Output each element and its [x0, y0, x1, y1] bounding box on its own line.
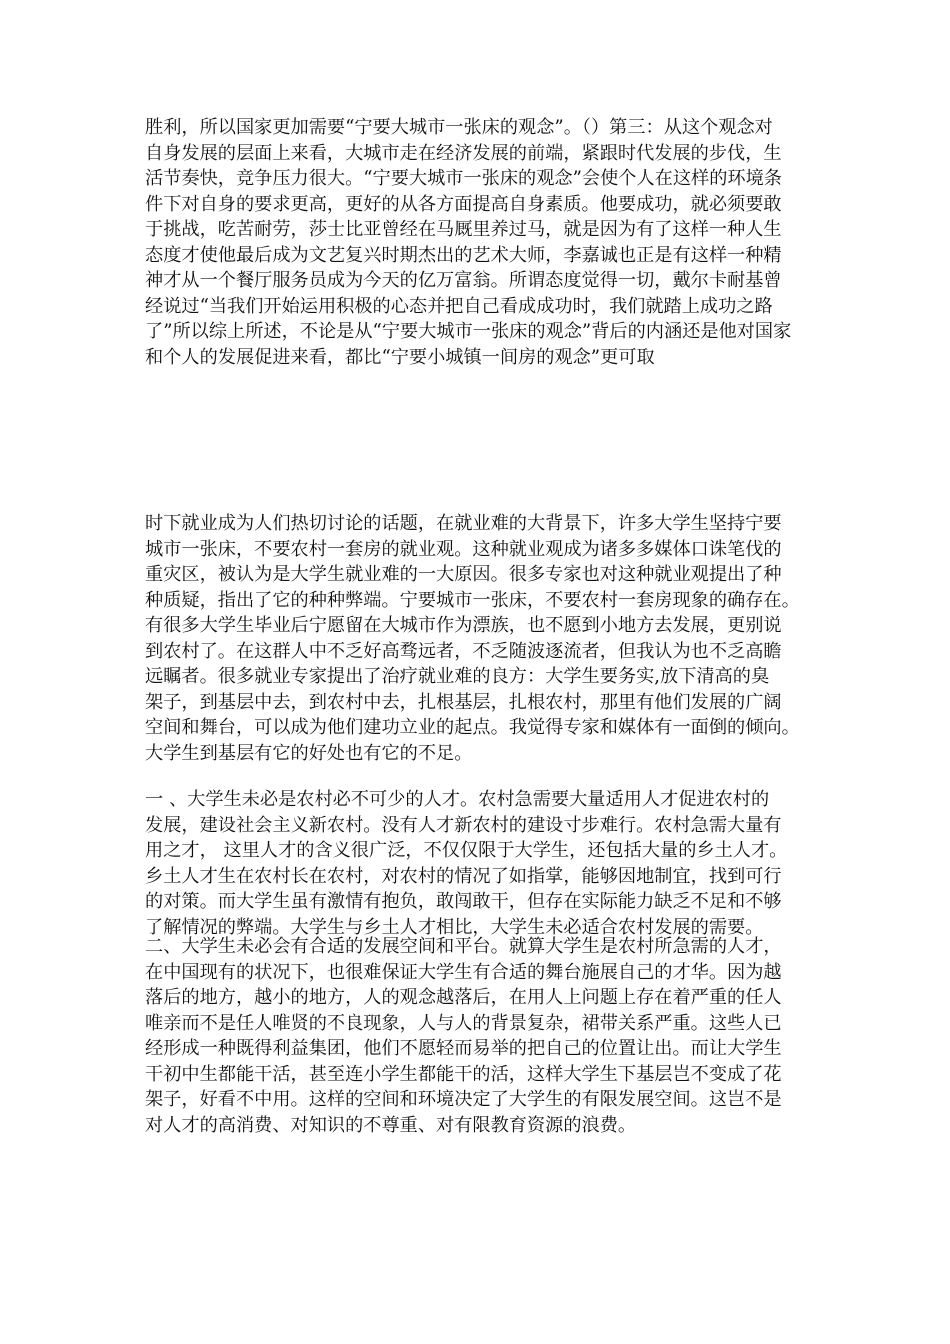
text-line: 用之才， 这里人才的含义很广泛，不仅仅限于大学生，还包括大量的乡土人才。 — [145, 840, 788, 861]
text-line: 神才从一个餐厅服务员成为今天的亿万富翁。所谓态度觉得一切，戴尔卡耐基曾 — [145, 270, 782, 291]
text-line: 远瞩者。很多就业专家提出了治疗就业难的良方：大学生要务实,放下清高的臭 — [145, 666, 770, 687]
text-line: 到农村了。在这群人中不乏好高骛远者，不乏随波逐流者，但我认为也不乏高瞻 — [145, 640, 782, 662]
text-line: 有很多大学生毕业后宁愿留在大城市作为漂族，也不愿到小地方去发展，更别说 — [145, 615, 782, 636]
text-line: 了”所以综上所述，不论是从“宁要大城市一张床的观念”背后的内涵还是他对国家 — [145, 321, 792, 342]
text-line: 落后的地方，越小的地方，人的观念越落后，在用人上问题上存在着严重的任人 — [145, 987, 782, 1008]
text-line: 架子，好看不中用。这样的空间和环境决定了大学生的有限发展空间。这岂不是 — [145, 1089, 782, 1110]
text-line: 对人才的高消费、对知识的不尊重、对有限教育资源的浪费。 — [145, 1114, 637, 1136]
text-line: 乡土人才生在农村长在农村，对农村的情况了如指掌，能够因地制宜，找到可行 — [145, 865, 782, 887]
text-line: 了解情况的弊端。大学生与乡土人才相比，大学生未必适合农村发展的需要。 — [145, 916, 764, 938]
text-line: 城市一张床，不要农村一套房的就业观。这种就业观成为诸多多媒体口诛笔伐的 — [145, 538, 782, 560]
paragraph-conclusion — [145, 115, 813, 370]
text-line: 架子，到基层中去，到农村中去，扎根基层，扎根农村，那里有他们发展的广阔 — [145, 691, 782, 713]
text-line: 胜利，所以国家更加需要“宁要大城市一张床的观念”。（）第三：从这个观念对 — [145, 117, 773, 138]
text-line: 时下就业成为人们热切讨论的话题，在就业难的大背景下，许多大学生坚持宁要 — [145, 513, 782, 534]
paragraph-introduction — [145, 511, 813, 766]
text-line: 大学生到基层有它的好处也有它的不足。 — [145, 742, 473, 764]
text-line: 的对策。而大学生虽有激情有抱负，敢闯敢干，但存在实际能力缺乏不足和不够 — [145, 891, 782, 912]
text-line: 于挑战，吃苦耐劳，莎士比亚曾经在马厩里养过马，就是因为有了这样一种人生 — [145, 219, 782, 240]
paragraph-point-one — [145, 787, 813, 940]
text-line: 空间和舞台，可以成为他们建功立业的起点。我觉得专家和媒体有一面倒的倾向。 — [145, 717, 800, 738]
text-line: 件下对自身的要求更高，更好的从各方面提高自身素质。他要成功，就必须要敢 — [145, 193, 782, 215]
text-line: 经形成一种既得利益集团，他们不愿轻而易举的把自己的位置让出。而让大学生 — [145, 1038, 782, 1059]
text-line: 在中国现有的状况下，也很难保证大学生有合适的舞台施展自己的才华。因为越 — [145, 961, 782, 983]
text-line: 活节奏快，竞争压力很大。“宁要大城市一张床的观念”会使个人在这样的环境条 — [145, 168, 782, 189]
text-line: 种质疑，指出了它的种种弊端。宁要城市一张床，不要农村一套房现象的确存在。 — [145, 589, 800, 611]
text-line: 自身发展的层面上来看，大城市走在经济发展的前端，紧跟时代发展的步伐，生 — [145, 142, 782, 164]
text-line: 态度才使他最后成为文艺复兴时期杰出的艺术大师，李嘉诚也正是有这样一种精 — [145, 244, 782, 266]
text-line: 二、大学生未必会有合适的发展空间和平台。就算大学生是农村所急需的人才， — [145, 936, 782, 957]
paragraph-point-two — [145, 934, 813, 1138]
text-line: 唯亲而不是任人唯贤的不良现象，人与人的背景复杂，裙带关系严重。这些人已 — [145, 1012, 782, 1034]
text-line: 和个人的发展促进来看，都比“宁要小城镇一间房的观念”更可取 — [145, 346, 655, 368]
text-line: 经说过“当我们开始运用积极的心态并把自己看成成功时，我们就踏上成功之路 — [145, 295, 773, 317]
text-line: 发展，建设社会主义新农村。没有人才新农村的建设寸步难行。农村急需大量有 — [145, 814, 782, 836]
text-line: 一 、大学生未必是农村必不可少的人才。农村急需要大量适用人才促进农村的 — [145, 789, 770, 810]
text-line: 重灾区，被认为是大学生就业难的一大原因。很多专家也对这种就业观提出了种 — [145, 564, 782, 585]
text-line: 干初中生都能干活，甚至连小学生都能干的活，这样大学生下基层岂不变成了花 — [145, 1063, 782, 1085]
